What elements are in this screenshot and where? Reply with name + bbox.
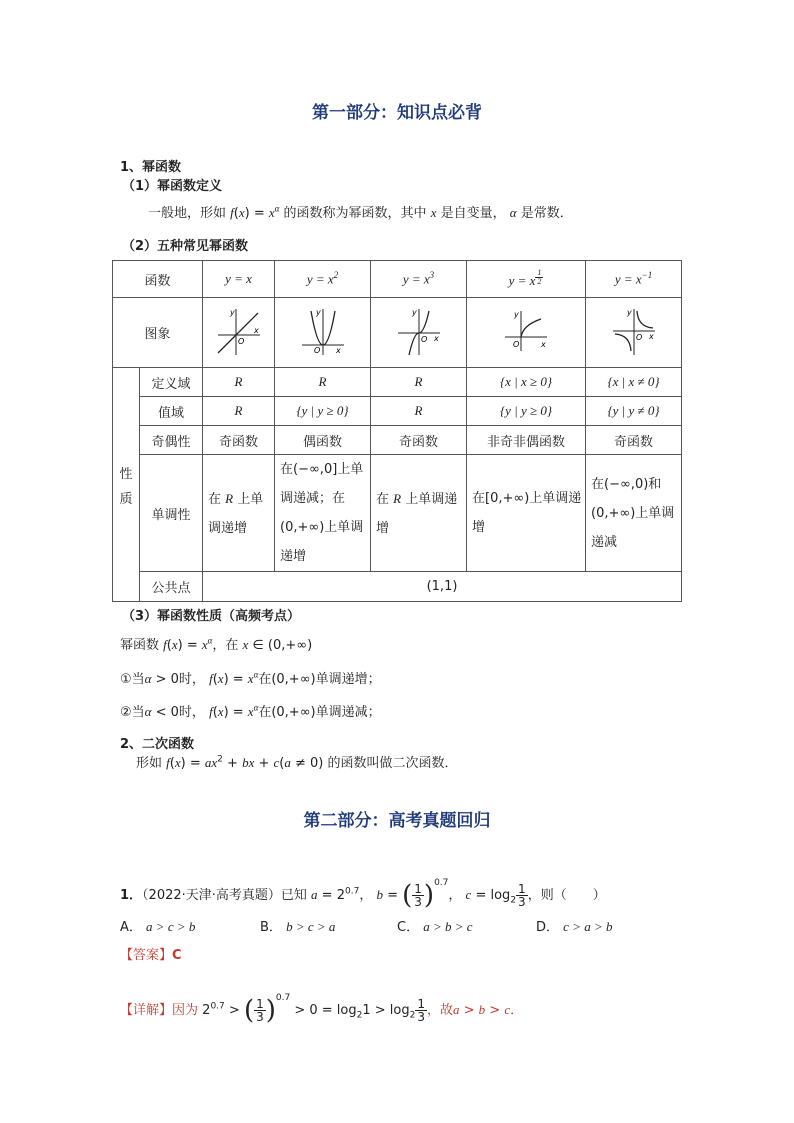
mono-3: 在 R 上单调递增 (371, 455, 467, 572)
mono-4: 在[0,+∞)上单调递增 (467, 455, 586, 572)
graph-cubic-icon (394, 305, 444, 357)
property-1-line: ①当α > 0时， $f(x) = x^\alpha$在(0,+∞)单调递增； (120, 669, 381, 687)
table-row (113, 397, 682, 426)
svg-text:O: O (635, 332, 642, 342)
svg-text:y: y (626, 307, 632, 317)
row-label-range: 值域 (140, 397, 203, 426)
graph-4 (467, 298, 586, 368)
row-label-monotonicity: 单调性 (140, 455, 203, 572)
mono-2: 在(−∞,0]上单调递减；在(0,+∞)上单调递增 (275, 455, 371, 572)
subheading-definition: （1）幂函数定义 (122, 179, 223, 194)
func-5: $y = x^{-1}$ (586, 261, 682, 298)
table-row (113, 572, 682, 602)
definition-line: 一般地，形如 $f(x) = x^\alpha$ 的函数称为幂函数，其中 x 是自变量， α 是常数． (148, 203, 573, 221)
range-3: R (371, 397, 467, 426)
option-a[interactable]: A． a > c > b (120, 919, 196, 935)
property-domain-line: 幂函数 $f(x) = x^\alpha$，在 x ∈ (0,+∞) (120, 635, 313, 653)
common-point: (1,1) (203, 572, 682, 602)
table-row (113, 298, 682, 368)
parity-2: 偶函数 (275, 426, 371, 455)
mono-5: 在(−∞,0)和(0,+∞)上单调递减 (586, 455, 682, 572)
table-row (113, 426, 682, 455)
svg-text:O: O (513, 339, 520, 349)
svg-text:O: O (313, 345, 320, 355)
graph-reciprocal-icon (609, 305, 659, 357)
domain-5: {x | x ≠ 0} (586, 368, 682, 397)
graph-1 (203, 298, 275, 368)
part1-title: 第一部分：知识点必背 (312, 103, 482, 123)
svg-text:x: x (335, 345, 341, 355)
range-2: {y | y ≥ 0} (275, 397, 371, 426)
parity-5: 奇函数 (586, 426, 682, 455)
subheading-five-functions: （2）五种常见幂函数 (122, 239, 249, 254)
domain-3: R (371, 368, 467, 397)
row-label-graph: 图象 (113, 298, 203, 368)
svg-text:y: y (229, 307, 235, 317)
func-3: $y = x^3$ (371, 261, 467, 298)
domain-4: {x | x ≥ 0} (467, 368, 586, 397)
range-5: {y | y ≠ 0} (586, 397, 682, 426)
func-4: y = x $^{\frac{1}{2}}$ (467, 261, 586, 298)
group-label-properties: 性 质 (113, 368, 140, 602)
parity-4: 非奇非偶函数 (467, 426, 586, 455)
svg-text:x: x (648, 331, 654, 341)
svg-text:x: x (433, 333, 439, 343)
table-row (113, 455, 682, 572)
graph-2 (275, 298, 371, 368)
option-c[interactable]: C． a > b > c (397, 919, 473, 935)
quadratic-definition: 形如 $f(x) = ax^2$ + bx + c(a ≠ 0) 的函数叫做二次函数． (136, 754, 458, 771)
section-heading-power-function: 1、幂函数 (120, 160, 182, 175)
parity-1: 奇函数 (203, 426, 275, 455)
table-row (113, 261, 682, 298)
func-1: y = x (203, 261, 275, 298)
graph-3 (371, 298, 467, 368)
section-heading-quadratic: 2、二次函数 (120, 737, 195, 752)
range-1: R (203, 397, 275, 426)
svg-text:O: O (420, 334, 427, 344)
question-1: 1．（2022·天津·高考真题）已知 $a = 2^{0.7}$， b = ( $\frac{1}{3}$ )$^{0.7}$， $c = \log_2$ $\frac{1}{3}$ ，则（ ） (120, 878, 606, 911)
answer-line: 【答案】C (120, 948, 182, 963)
domain-1: R (203, 368, 275, 397)
domain-2: R (275, 368, 371, 397)
table-row (113, 368, 682, 397)
parity-3: 奇函数 (371, 426, 467, 455)
svg-text:y: y (315, 307, 321, 317)
svg-text:O: O (237, 336, 244, 346)
graph-linear-icon (214, 305, 264, 357)
svg-text:y: y (411, 307, 417, 317)
graph-5 (586, 298, 682, 368)
row-label-domain: 定义域 (140, 368, 203, 397)
part2-title: 第二部分：高考真题回归 (303, 811, 491, 831)
svg-text:x: x (253, 325, 259, 335)
svg-text:y: y (514, 309, 519, 319)
graph-quadratic-icon (298, 305, 348, 357)
mono-1: 在 R 上单调递增 (203, 455, 275, 572)
svg-text:x: x (541, 339, 546, 349)
graph-sqrt-icon (501, 305, 551, 357)
row-label-function: 函数 (113, 261, 203, 298)
subheading-properties: （3）幂函数性质（高频考点） (122, 609, 301, 624)
answer-value: C (172, 948, 182, 963)
range-4: {y | y ≥ 0} (467, 397, 586, 426)
power-function-table (112, 260, 682, 602)
row-label-common-point: 公共点 (140, 572, 203, 602)
detail-line: 【详解】因为 $2^{0.7}$ > ( $\frac{1}{3}$ )$^{0.7} > 0 = \log_21 > \log_2$ $\frac{1}{3}$ ，故a > b > c． (120, 993, 524, 1026)
option-d[interactable]: D． c > a > b (536, 919, 613, 935)
row-label-parity: 奇偶性 (140, 426, 203, 455)
property-2-line: ②当α < 0时， $f(x) = x^\alpha$在(0,+∞)单调递减； (120, 702, 381, 720)
option-b[interactable]: B． b > c > a (260, 919, 336, 935)
func-2: $y = x^2$ (275, 261, 371, 298)
